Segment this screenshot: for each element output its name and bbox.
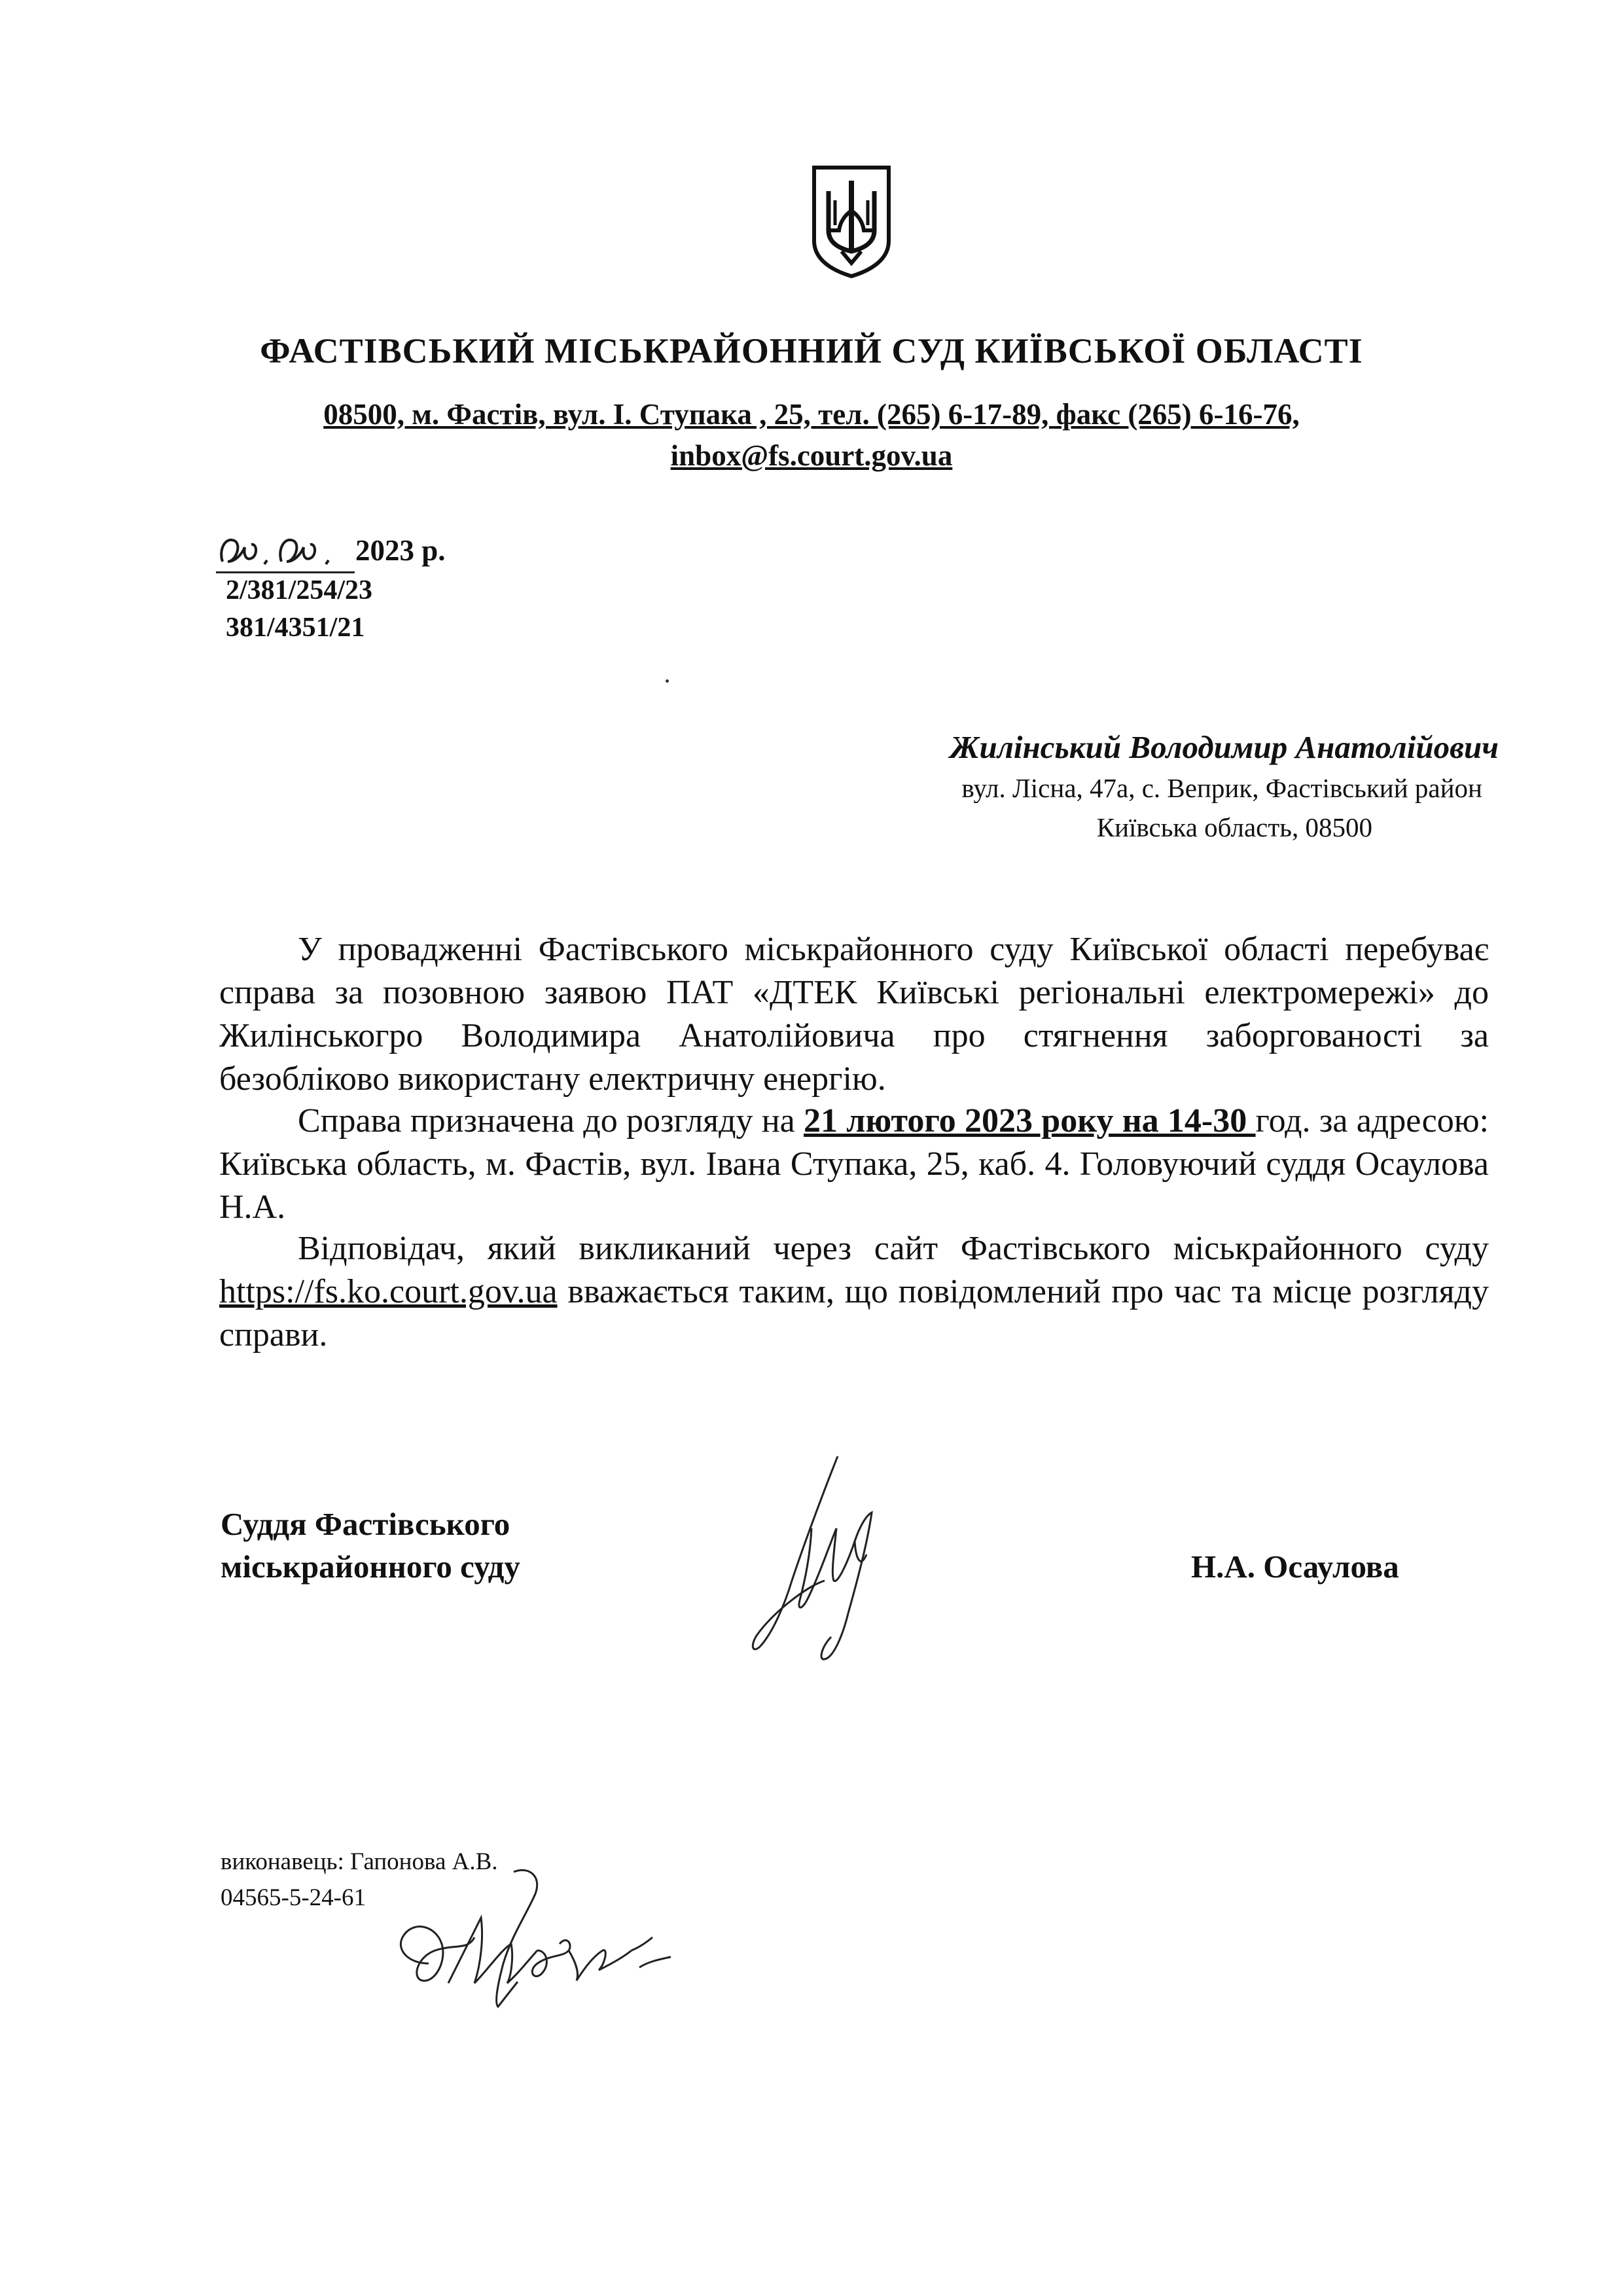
paragraph-text: Відповідач, який викликаний через сайт Фастівського міськрайонного суду [298,1230,1489,1267]
recipient-address-line: Київська область, 08500 [1096,812,1372,842]
recipient-address-line: вул. Лісна, 47а, с. Веприк, Фастівський район [961,773,1482,803]
signatory-title: Суддя Фастівського [221,1506,510,1542]
judge-signature [726,1450,916,1666]
scan-speck [666,679,669,683]
court-name: ФАСТІВСЬКИЙ МІСЬКРАЙОННИЙ СУД КИЇВСЬКОЇ ОБЛАСТІ [260,331,1363,370]
court-email: inbox@fs.court.gov.ua [670,439,953,472]
hearing-paragraph [219,1100,1489,1229]
recipient-name: Жилінський Володимир Анатолійович [950,729,1499,765]
executor-signature [383,1852,684,2022]
executor-phone: 04565-5-24-61 [221,1884,366,1911]
notice-paragraph [219,1227,1489,1357]
body-paragraph: У провадженні Фастівського міськрайонного суду Київської області перебуває справа за позовною заявою ПАТ «ДТЕК Київські регіональні електромережі» до Жилінськогро Володимира Анатолійовича про стягнення заборгованості за безобліково використану електричну енергію. [219,931,1489,1098]
court-address: 08500, м. Фастів, вул. І. Ступака , 25, тел. (265) 6-17-89, факс (265) 6-16-76, [323,398,1300,431]
date-year: 2023 р. [355,534,446,567]
handwritten-date [216,524,353,572]
coat-of-arms-icon [809,165,894,279]
hearing-date: 21 лютого 2023 року на 14-30 [804,1102,1256,1139]
reference-number: 2/381/254/23 [226,575,373,605]
date-underline [216,571,355,573]
judge-name: Н.А. Осаулова [1191,1549,1399,1585]
paragraph-text: вважається таким, що повідомлений про час та місце розгляду справи. [219,1273,1489,1354]
executor-label: виконавець: Гапонова А.В. [221,1848,498,1875]
paragraph-text: Справа призначена до розгляду на [298,1102,804,1139]
signatory-title: міськрайонного суду [221,1549,520,1585]
case-number: 381/4351/21 [226,613,365,643]
court-website-link[interactable]: https://fs.ko.court.gov.ua [219,1273,558,1310]
paragraph-text: год. за адресою: Київська область, м. Фастів, вул. Івана Ступака, 25, каб. 4. Головуючий суддя Осаулова Н.А. [219,1102,1489,1226]
